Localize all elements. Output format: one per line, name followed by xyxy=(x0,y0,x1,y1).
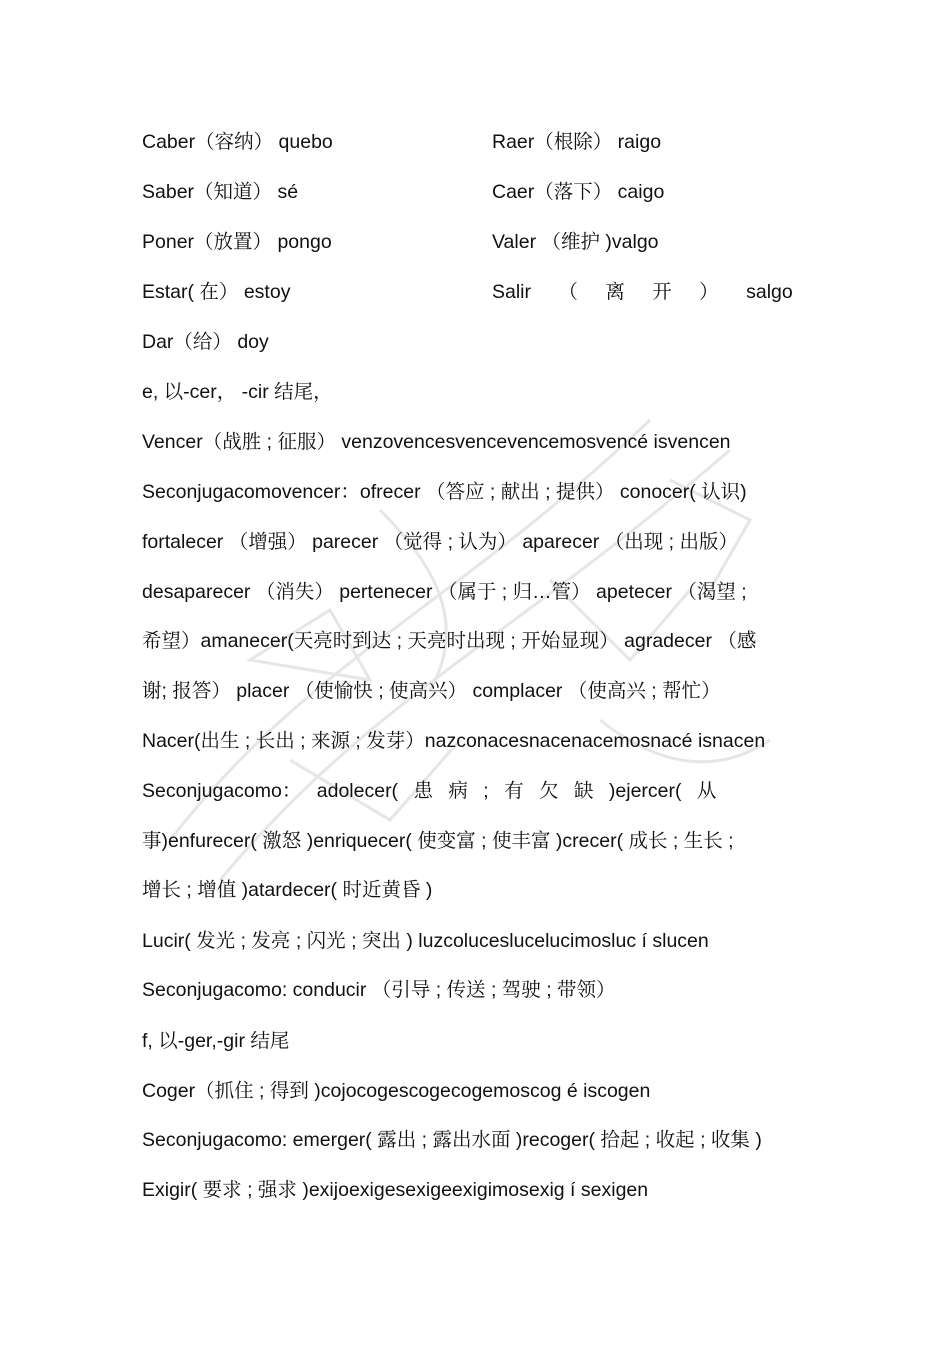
text-line: desaparecer （消失） pertenecer （属于 ; 归…管） apetecer （渴望 ; xyxy=(142,581,747,603)
text-line: Vencer（战胜 ; 征服） venzovencesvencevencemosvencé isvencen xyxy=(142,431,731,453)
text-line: 增长 ; 增值 )atardecer( 时近黄昏 ) xyxy=(142,879,433,901)
conjugation-line: Raer（根除） raigo xyxy=(492,131,662,153)
section-heading: e, 以-cer， -cir 结尾， xyxy=(142,381,333,403)
conjugation-line: Poner（放置） pongo xyxy=(142,231,332,253)
text-line: 事)enfurecer( 激怒 )enriquecer( 使变富 ; 使丰富 )crecer( 成长 ; 生长 ; xyxy=(142,830,734,852)
text-line: Lucir( 发光 ; 发亮 ; 闪光 ; 突出 ) luzcoluceslucelucimosluc í slucen xyxy=(142,930,709,952)
text-line: Seconjugacomo: conducir （引导 ; 传送 ; 驾驶 ; 带领） xyxy=(142,979,616,1001)
text-line: fortalecer （增强） parecer （觉得 ; 认为） aparecer （出现 ; 出版） xyxy=(142,531,738,553)
conjugation-line: Valer （维护 )valgo xyxy=(492,231,659,253)
text-line: Seconjugacomo: emerger( 露出 ; 露出水面 )recoger( 拾起 ; 收起 ; 收集 ) xyxy=(142,1129,762,1151)
text-line: Coger（抓住 ; 得到 )cojocogescogecogemoscog é iscogen xyxy=(142,1080,651,1102)
conjugation-line: Caber（容纳） quebo xyxy=(142,131,333,153)
text-line: Nacer(出生 ; 长出 ; 来源 ; 发芽）nazconacesnacenacemosnacé isnacen xyxy=(142,730,766,752)
section-heading: f, 以-ger,-gir 结尾 xyxy=(142,1030,290,1052)
conjugation-line: Estar( 在） estoy xyxy=(142,281,291,303)
conjugation-line: Saber（知道） sé xyxy=(142,181,299,203)
text-line: 谢; 报答） placer （使愉快 ; 使高兴） complacer （使高兴 ; 帮忙） xyxy=(142,680,721,702)
text-line: Exigir( 要求 ; 强求 )exijoexigesexigeexigimosexig í sexigen xyxy=(142,1179,649,1201)
conjugation-line: Caer（落下） caigo xyxy=(492,181,665,203)
text-line: Seconjugacomo： adolecer( 患 病 ; 有 欠 缺 )ejercer( 从 xyxy=(142,780,717,802)
conjugation-line: Salir （ 离 开 ） salgo xyxy=(492,281,793,303)
conjugation-line: Dar（给） doy xyxy=(142,331,269,353)
text-line: 希望）amanecer(天亮时到达 ; 天亮时出现 ; 开始显现） agradecer （感 xyxy=(142,630,757,652)
text-line: Seconjugacomovencer：ofrecer （答应 ; 献出 ; 提供） conocer( 认识) xyxy=(142,481,747,503)
